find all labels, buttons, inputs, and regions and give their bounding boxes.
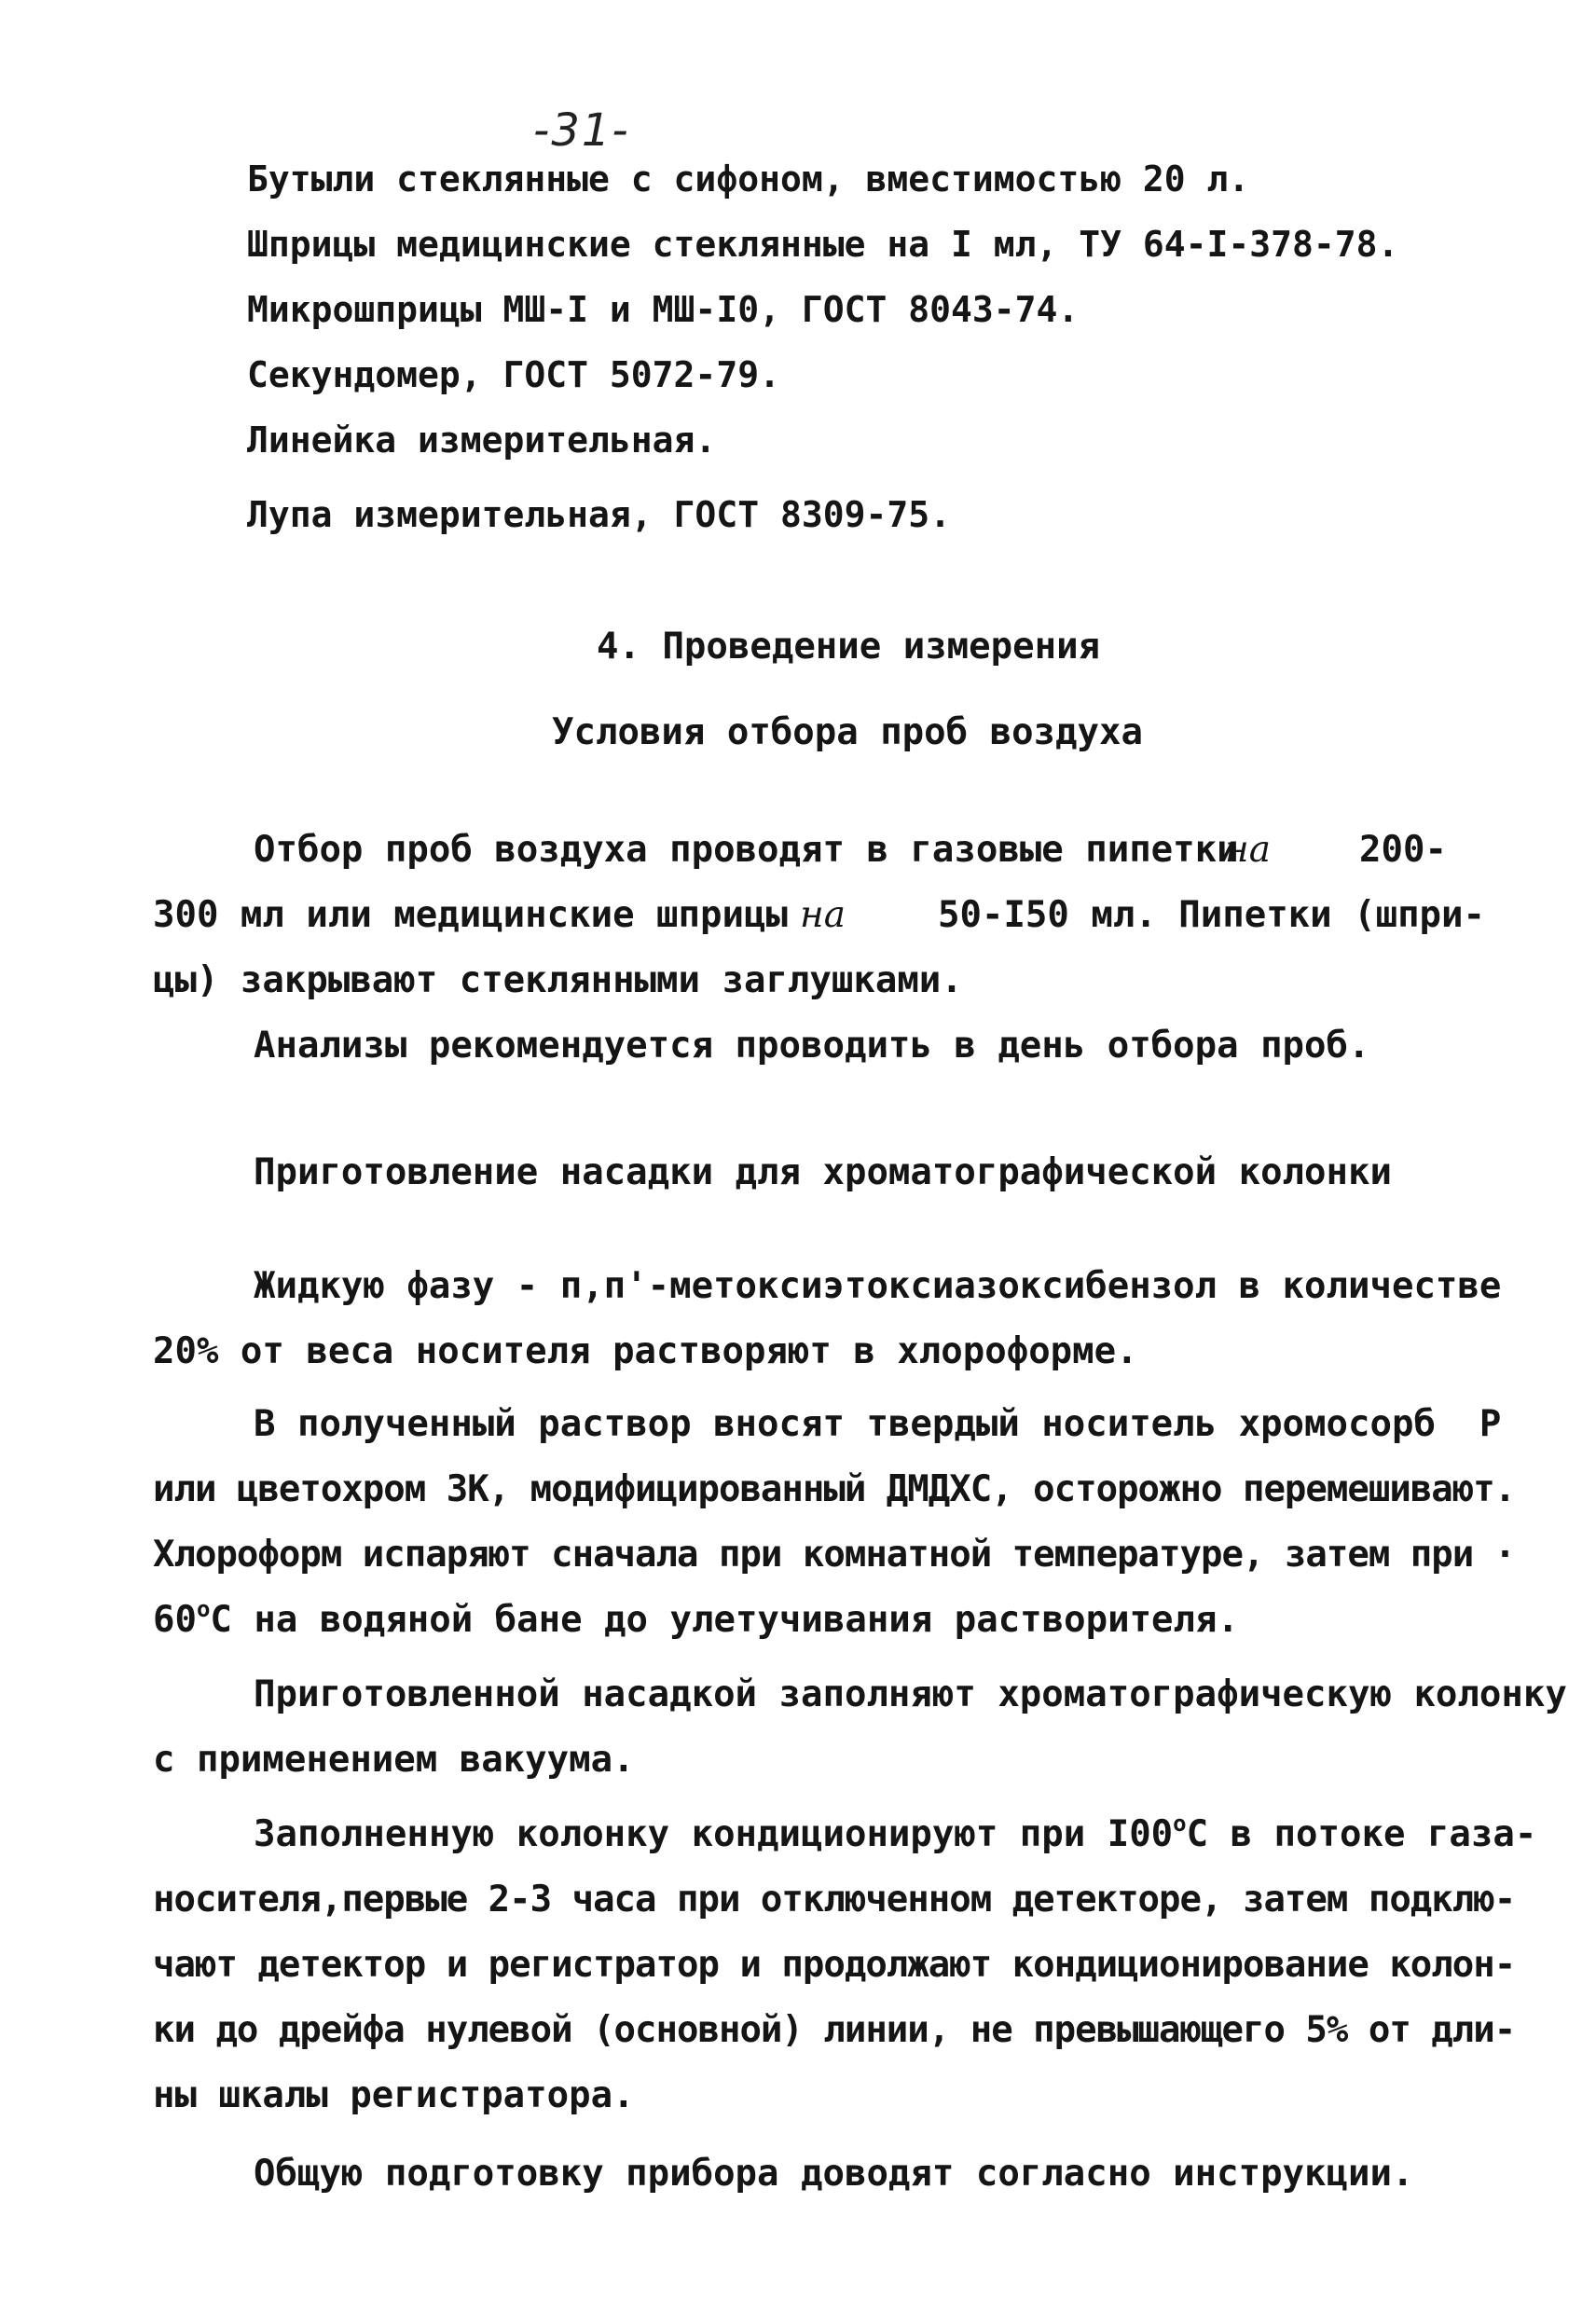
- text-line: 300 мл или медицинские шприцы: [153, 894, 788, 936]
- handwritten-word: на: [1225, 829, 1271, 871]
- subheading-sampling: Условия отбора проб воздуха: [552, 711, 1143, 753]
- equipment-item: Секундомер, ГОСТ 5072-79.: [247, 354, 780, 395]
- text-line: Жидкую фазу - п,п'-метоксиэтоксиазоксибензол в количестве: [254, 1265, 1502, 1307]
- page-number: -31-: [533, 104, 630, 157]
- text-line: 50-I50 мл. Пипетки (шпри-: [938, 894, 1485, 936]
- equipment-item: Микрошприцы МШ-I и МШ-I0, ГОСТ 8043-74.: [247, 289, 1080, 330]
- text-line: Анализы рекомендуется проводить в день отбора проб.: [254, 1025, 1370, 1067]
- text-line: Хлороформ испаряют сначала при комнатной температуре, затем при ·: [153, 1534, 1516, 1576]
- text-line: Отбор проб воздуха проводят в газовые пипетки: [254, 829, 1239, 871]
- text-line: Общую подготовку прибора доводят согласно инструкции.: [254, 2153, 1414, 2195]
- text-line: 20% от веса носителя растворяют в хлороформе.: [153, 1330, 1138, 1372]
- text-line: В полученный раствор вносят твердый носитель хромосорб Р: [254, 1403, 1502, 1445]
- text-line: Заполненную колонку кондиционируют при $I00^оС$ в потоке газа-: [254, 1810, 1537, 1855]
- section-heading: 4. Проведение измерения: [597, 626, 1101, 668]
- equipment-item: Бутыли стеклянные с сифоном, вместимостью 20 л.: [247, 158, 1250, 200]
- text-line: $60^оС$ на водяной бане до улетучивания растворителя.: [153, 1596, 1239, 1641]
- handwritten-word: на: [800, 894, 846, 936]
- text-line: или цветохром 3К, модифицированный ДМДХС, осторожно перемешивают.: [153, 1468, 1516, 1510]
- equipment-item: Шприцы медицинские стеклянные на I мл, ТУ 64-I-378-78.: [247, 224, 1399, 265]
- text-line: цы) закрывают стеклянными заглушками.: [153, 959, 963, 1001]
- text-line: 200-: [1359, 829, 1447, 871]
- text-line: носителя,первые 2-3 часа при отключенном детекторе, затем подклю-: [153, 1879, 1516, 1921]
- text-line: ны шкалы регистратора.: [153, 2074, 635, 2116]
- text-line: Приготовленной насадкой заполняют хроматографическую колонку: [254, 1673, 1567, 1715]
- text-line: чают детектор и регистратор и продолжают кондиционирование колон-: [153, 1944, 1516, 1986]
- text-line: с применением вакуума.: [153, 1739, 635, 1781]
- subheading-packing: Приготовление насадки для хроматографической колонки: [254, 1151, 1392, 1193]
- text-line: ки до дрейфа нулевой (основной) линии, не превышающего 5% от дли-: [153, 2009, 1516, 2051]
- equipment-item: Линейка измерительная.: [247, 420, 717, 461]
- equipment-item: Лупа измерительная, ГОСТ 8309-75.: [247, 494, 951, 535]
